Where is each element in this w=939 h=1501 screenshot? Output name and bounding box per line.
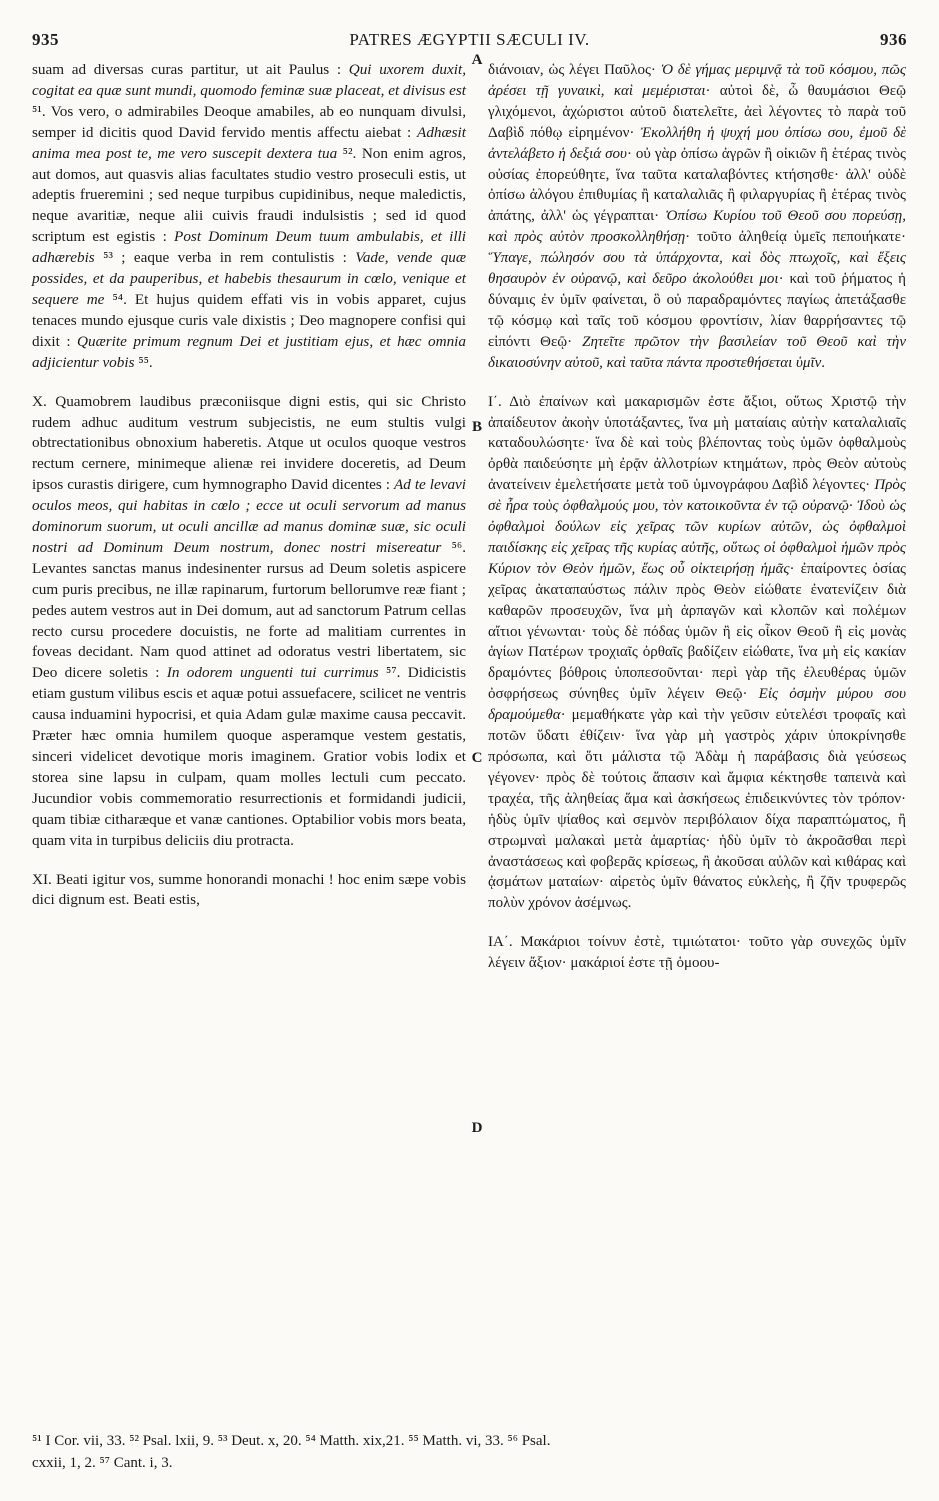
latin-paragraph [32,60,466,374]
quotation: Πρὸς σὲ ἦρα τοὺς ὀφθαλμούς μου, τὸν κατοικοῦντα ἐν τῷ οὐρανῷ· Ἰδοὺ ὡς ὀφθαλμοὶ δούλων εἰς χεῖρας τῶν κυρίων αὐτῶν, ὡς ὀφθαλμοὶ παιδίσκης εἰς χεῖρας τῆς κυρίας αὐτῆς, οὕτως οἱ ὀφθαλμοὶ ἡμῶν πρὸς Κύριον τὸν Θεὸν ἡμῶν, ἕως οὗ οἰκτειρήσῃ ἡμᾶς [488,477,906,577]
footnote-ref: ⁵² [337,144,353,162]
margin-marker-a: A [471,52,483,68]
latin-paragraph-x [32,392,466,852]
footnote-ref: ⁵³ [94,249,113,267]
quotation: Εἰς ὀσμὴν μύρου σου δραμούμεθα [488,686,906,724]
text-run: . [148,353,153,371]
text-run: · ἐπαίροντες ὁσίας χεῖρας ἀκαταπαύστως πάλιν πρὸς Θεὸν εἰώθατε ἐνατενίζειν διὰ καθαρῶν προσευχῶν, ἵνα μὴ ἁρπαγῶν καὶ κλοπῶν καὶ πολέμων αἴτιοι γένωνται· τοὺς δὲ πόδας ὑμῶν ἢ εἰς οἶκον Θεοῦ ἢ εἰς μονὰς ἁγίων Πατέρων τροχιαῖς ὀρθαῖς βαδίζειν εἰώθατε, ἵνα μὴ εἰς κακίαν δραμόντες βόθροις ὑποπεσοῦνται· περὶ γὰρ τῆς ἐλευθέρας ὑμῶν ὀσφρήσεως σύνηθες ὑμῖν λέγειν Θεῷ· [488,560,906,703]
quotation: Post Dominum Deum tuum ambulabis, et illi adhærebis [32,228,466,267]
text-run: ; eaque verba in rem contulistis : [112,249,356,267]
footnote-ref: ⁵⁷ [378,664,397,682]
text-run: · μεμαθήκατε γὰρ καὶ τὴν γεῦσιν εὐτελέσι τροφαῖς καὶ ποτῶν ὕδατι ἐθίζειν· ἵνα γὰρ μὴ γαστρὸς χάριν ὑποκρίνησθε πρόσωπα, καὶ ὅτι μάλιστα τῷ Ἀδὰμ ἡ παράβασις διὰ γεύσεως γέγονεν· πρὸς δὲ τούτοις ἅπασιν καὶ ἄμφια κέκτησθε ταπεινὰ καὶ τραχέα, τῆς ἀληθείας ἅμα καὶ ἀσκήσεως ἐπιδεικνύντες τὸν τρόπον· ἡδὺς ὑμῖν ψίαθος καὶ σεμνὸν περιβόλαιον δίχα παραπτώματος, ἢ στρωμναὶ μαλακαὶ μετὰ ἁμαρτίας· ἡδὺ ὑμῖν τὸ ἀκροᾶσθαι περὶ ἀναστάσεως καὶ φοβερᾶς κρίσεως, ἢ ἀκοῦσαι αὐλῶν καὶ κιθάρας καὶ ᾀσμάτων ματαίων· αἱρετὸς ὑμῖν θάνατος εὐκλεὴς, ἢ ζῆν τρυφερῶς πολὺν χρόνον ἀσέμνως. [488,707,906,912]
quotation: Quærite primum regnum Dei et justitiam ejus, et hæc omnia adjicientur vobis [32,332,466,371]
quotation: Ὀπίσω Κυρίου τοῦ Θεοῦ σου πορεύσῃ, καὶ πρὸς αὐτὸν προσκολληθήσῃ [488,208,907,246]
running-title: PATRES ÆGYPTII SÆCULI IV. [349,30,590,49]
footnotes [32,1430,907,1474]
page-number-left: 935 [32,30,59,49]
text-run: διάνοιαν, ὡς λέγει Παῦλος· [488,62,661,78]
footnote-line: cxxii, 1, 2. ⁵⁷ Cant. i, 3. [32,1455,173,1471]
text-run: . Non enim agros, aut domos, aut quasvis alias facultates studio vestro proseculi estis, ut adeptis frueremini ; sed neque turpibus cupidinibus, neque maledictis, neque avaritiæ, neque alii cuivis fraudi indulsistis ; sed id quod scriptum est egistis : [32,144,467,246]
quotation: Vade, vende quæ possides, et da pauperibus, et habebis thesaurum in cœlo, venique et sequere me [32,249,467,308]
greek-paragraph-11: ΙΑ΄. Μακάριοι τοίνυν ἐστὲ, τιμιώτατοι· τοῦτο γὰρ συνεχῶς ὑμῖν λέγειν ἄξιον· μακάριοί ἐστε τῇ ὁμοου- [488,934,906,972]
text-run: · τοῦτο ἀληθείᾳ ὑμεῖς πεποιήκατε· [685,229,906,246]
latin-paragraph-xi: XI. Beati igitur vos, summe honorandi monachi ! hoc enim sæpe vobis dici dignum est. Beati estis, [32,870,466,909]
quotation: Ὁ δὲ γήμας μεριμνᾷ τὰ τοῦ κόσμου, πῶς ἀρέσει τῇ γυναικὶ, καὶ μεμέρισται [488,62,906,99]
quotation: Adhæsit anima mea post te, me vero suscepit dextera tua [32,123,466,162]
margin-marker-d: D [471,1120,483,1136]
margin-marker-c: C [471,750,483,766]
quotation: In odorem unguenti tui currimus [166,664,379,682]
quotation: Ad te levavi oculos meos, qui habitas in cœlo ; ecce ut oculi servorum ad manus dominorum suorum, ut oculi ancillæ ad manus dominæ suæ, sic oculi nostri ad Dominum Deum nostrum, donec nostri misereatur [32,476,467,556]
footnote-line: ⁵¹ I Cor. vii, 33. ⁵² Psal. lxii, 9. ⁵³ Deut. x, 20. ⁵⁴ Matth. xix,21. ⁵⁵ Matth. vi, 33. ⁵⁶ Psal. [32,1433,551,1449]
text-run: · καὶ τοῦ ῥήματος ἡ δύναμις ἐν ὑμῖν φαίνεται, ὃ οὐ παραδραμόντες παγίως ἀπετάξασθε τῷ κόσμῳ καὶ ταῖς τοῦ κόσμου φροντίσιν, λίαν θαρρήσαντες τῷ εἰπόντι Θεῷ· [488,271,906,350]
footnote-ref: ⁵⁵ [134,353,149,371]
text-run: Ι΄. Διὸ ἐπαίνων καὶ μακαρισμῶν ἐστε ἄξιοι, οὕτως Χριστῷ τὴν ἀπαίδευτον ἀκοὴν ὑποτάξαντες, ἵνα μὴ ματαίαις αὐτὴν καταλαλιαῖς καταδουλώσητε· ἵνα δὲ καὶ τοὺς βλέποντας τοὺς ὑμῶν ὀφθαλμοὺς ὀρθὰ παιδεύσητε μὴ ἐρᾷν ἀλλοτρίων κτημάτων, πρὸς Θεὸν αὐτοὺς ἀνατείνειν ἐμελετήσατε μετὰ τοῦ ὑμνογράφου Δαβὶδ λέγοντες· [488,393,906,494]
footnote-ref: ⁵¹ [32,102,42,120]
text-run: . Vos vero, o admirabiles Deoque amabiles, ab eo nunquam divulsi, semper id dicitis quod David fervido mentis affectu aiebat : [32,102,466,141]
margin-marker-b: B [471,419,482,435]
greek-paragraph [488,60,906,374]
quotation: Ζητεῖτε πρῶτον τὴν βασιλείαν τοῦ Θεοῦ καὶ τὴν δικαιοσύνην αὐτοῦ, καὶ ταῦτα πάντα προστεθήσεται ὑμῖν [488,333,906,371]
quotation: Ὕπαγε, πώλησόν σου τὰ ὑπάρχοντα, καὶ δὸς πτωχοῖς, καὶ ἕξεις θησαυρὸν ἐν οὐρανῷ, καὶ δεῦρο ἀκολούθει μοι [488,250,906,288]
text-run: X. Quamobrem laudibus præconiisque digni estis, qui sic Christo rudem adhuc auditum vestrum subjecistis, ne eum stultis vulgi obtrectationibus obnoxium haberetis. Atque ut oculos quoque vestros rectum cernere, minimeque alienæ rei invidere doceretis, ad Deum ipsos curastis dirigere, cum hymnographo David dicentes : [32,392,466,494]
footnote-ref: ⁵⁶ [441,538,463,556]
greek-paragraph-10 [488,392,906,915]
text-run: · οὐ γὰρ ὀπίσω ἀγρῶν ἢ οἰκιῶν ἢ ἑτέρας τινὸς οὐσίας ἐπορεύθητε, ἵνα ταῦτα καταλαβόντες κτήσησθε· ἀλλ' οὐδὲ ὀπίσω ἀλόγου ἐπιθυμίας ἢ καταλαλιᾶς ἢ φιλαργυρίας ἢ ἑτέρας τινὸς ἀπάτης, ἀλλ' ὡς γέγραπται· [488,145,906,225]
text-run: . Et hujus quidem effati vis in vobis apparet, cujus tenaces mundo ejusque curis vale dixistis ; Deo magnopere confisi qui dixit : [32,290,466,350]
text-run: . Levantes sanctas manus indesinenter rursus ad Deum soletis aspicere cum puris precibus, ne illæ rapinarum, furtorum bellorumve reæ fiant ; pedes autem vestros aut in Dei domum, aut ad sanctorum Patrum cellas recto cursu procedere docuistis, ne forte ad malitiam currentes in foveas decidant. Nam quod attinet ad odoratus vestri libertatem, sic Deo dicere soletis : [32,538,466,682]
text-run: · αὐτοὶ δὲ, ὦ θαυμάσιοι Θεῷ γλιχόμενοι, ἀχώριστοι αὐτοῦ διατελεῖτε, ἀεὶ λέγοντες τὸ παρὰ τοῦ Δαβὶδ πόθῳ εἰρημένον· [488,82,906,141]
quotation: Qui uxorem duxit, cogitat ea quæ sunt mundi, quomodo feminæ suæ placeat, et divisus est [32,61,466,99]
quotation: Ἐκολλήθη ἡ ψυχή μου ὀπίσω σου, ἐμοῦ δὲ ἀντελάβετο ἡ δεξιά σου [488,124,906,162]
text-run: . Didicistis etiam gustum vilibus escis et aquæ potui assuefacere, scilicet ne ventris causa induamini hypocrisi, et quia Adam gulæ maxime causa peccavit. Præter hæc omnia humilem quoque asperamque vestem gestatis, sinceri videlicet devotique moris imaginem. Gratior vobis lodix et storea sine lapsu in culpam, quam molles lectuli cum peccato. Jucundior vobis commemoratio resurrectionis et formidandi judicii, quam tibiæ citharæque et vanæ cantiones. Optabilior vobis mors beata, quam vita in turpibus deliciis diu protracta. [32,664,466,849]
latin-column [32,60,466,1501]
text-run: . [821,354,825,371]
footnote-ref: ⁵⁴ [104,290,124,308]
greek-column [488,60,906,1501]
page-number-right: 936 [880,30,907,49]
text-run: suam ad diversas curas partitur, ut ait Paulus : [32,61,349,78]
